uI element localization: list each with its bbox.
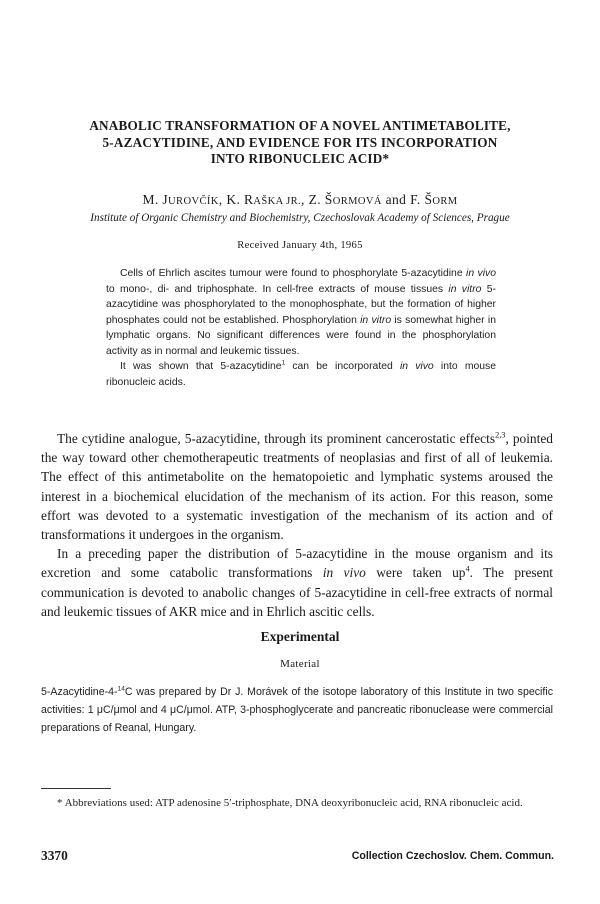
body-paragraph [41, 544, 553, 621]
title-line-2: 5-AZACYTIDINE, AND EVIDENCE FOR ITS INCORPORATION [102, 134, 498, 150]
material-span: 5-Azacytidine-4- [41, 686, 118, 698]
body-text [41, 429, 553, 621]
author-list [40, 192, 560, 208]
body-text-span: In a preceding paper the distribution of 5-azacytidine in the mouse organism and its excretion and some catabolic transformations [41, 546, 553, 581]
subsection-heading: Material [280, 658, 320, 670]
affiliation: Institute of Organic Chemistry and Biochemistry, Czechoslovak Academy of Sciences, Prague [90, 212, 510, 224]
body-text-span: , pointed the way toward other chemotherapeutic treatments of neoplasias and first of all of leukemia. The effect of this antimetabolite on the hematopoietic and lymphatic systems aroused the interest in a biochemical elucidation of the mechanism of its action. For this reason, some effort was devoted to a systematic investigation of the mechanism of its action and of transformations it undergoes in the organism. [41, 431, 553, 543]
footnote-text: * Abbreviations used: ATP adenosine 5′-triphosphate, DNA deoxyribonucleic acid, RNA ribonucleic acid. [57, 797, 523, 809]
title-line-3: INTO RIBONUCLEIC ACID* [210, 151, 390, 166]
abstract-paragraph [106, 266, 496, 359]
abstract-text: 5-azacytidine was phosphorylated to the monophosphate, but the formation of higher phosphates could not be established. Phosphorylation [106, 283, 496, 326]
abstract-text: to mono-, di- and triphosphate. In cell-free extracts of mouse tissues [106, 283, 449, 295]
abstract-italic: in vitro [360, 314, 392, 326]
journal-name: Collection Czechoslov. Chem. Commun. [351, 850, 554, 862]
abstract-italic: in vivo [466, 268, 496, 279]
isotope-superscript: 14 [117, 685, 125, 693]
body-text-span: The cytidine analogue, 5-azacytidine, through its prominent cancerostatic effects [57, 431, 496, 446]
abstract [106, 266, 496, 390]
reference-superscript: 1 [281, 359, 286, 367]
section-heading: Experimental [260, 629, 340, 644]
material-text [41, 683, 553, 737]
abstract-italic: in vivo [399, 361, 434, 372]
author-text: AŠKA JR. [253, 196, 302, 207]
reference-superscript: 2,3 [495, 430, 506, 440]
material-span: C was prepared by Dr J. Morávek of the isotope laboratory of this Institute in two specific activities: 1 μC/μmol and 4 μC/μmol. ATP, 3-phosphoglycerate and pancreatic ribonuclease were commercial preparations of Reanal, Hungary. [41, 686, 553, 734]
author-text: , K. R [218, 192, 254, 207]
abstract-italic: in vitro [448, 283, 482, 295]
footnote [41, 795, 553, 812]
footnote-divider [41, 788, 111, 789]
author-text: ORM [432, 196, 458, 207]
abstract-text: is somewhat higher in lymphatic organs. No significant differences were found in the phosphorylation activity as in normal and leukemic tissues. [106, 314, 496, 357]
material-paragraph [41, 683, 553, 737]
author-text: and F. Š [381, 192, 433, 207]
paper-title [40, 118, 560, 168]
abstract-text: into mouse ribonucleic acids. [106, 361, 497, 388]
page-number: 3370 [41, 848, 68, 863]
reference-superscript: 4 [465, 564, 470, 574]
body-italic: in vivo [322, 565, 366, 581]
received-date: Received January 4th, 1965 [237, 240, 363, 251]
author-text: ORMOVÁ [332, 196, 382, 207]
abstract-paragraph [106, 359, 496, 390]
author-text: , Z. Š [301, 192, 333, 207]
abstract-text: Cells of Ehrlich ascites tumour were found to phosphorylate 5-azacytidine [120, 268, 467, 279]
author-text: UROVČÍK [168, 196, 219, 207]
body-text-span: . The present communication is devoted to anabolic changes of 5-azacytidine in cell-free extracts of normal and leukemic tissues of AKR mice and in Ehrlich ascitic cells. [41, 565, 554, 619]
abstract-text: can be incorporated [285, 361, 400, 372]
title-line-1: ANABOLIC TRANSFORMATION OF A NOVEL ANTIMETABOLITE, [89, 118, 511, 133]
author-text: M. J [142, 192, 169, 207]
body-paragraph [41, 429, 553, 544]
body-text-span: were taken up [365, 565, 466, 581]
abstract-text: It was shown that 5-azacytidine [120, 361, 282, 372]
